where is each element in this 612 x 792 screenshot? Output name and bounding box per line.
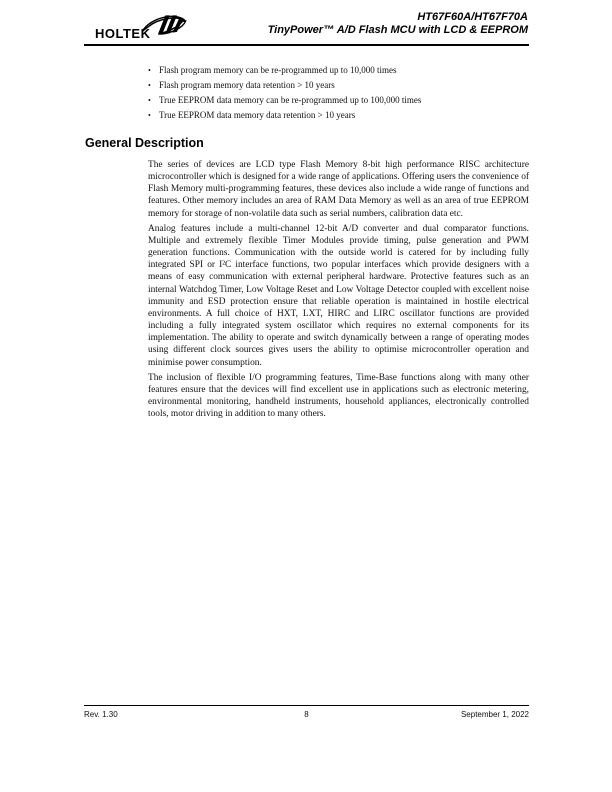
feature-list (148, 63, 529, 123)
paragraph: Analog features include a multi-channel 12-bit A/D converter and dual comparator functions. Multiple and extremely flexible Timer Modules provide timing, pulse generation and PWM generation functions. Communication with the outside world is catered for by including fully integrated SPI or I²C interface functions, two popular interfaces which provide designers with a means of easy communication with external peripheral hardware. Protective features such as an internal Watchdog Timer, Low Voltage Reset and Low Voltage Detector coupled with excellent noise immunity and ESD protection ensure that reliable operation is maintained in hostile electrical environments. A full choice of HXT, LXT, HIRC and LIRC oscillator functions are provided including a fully integrated system oscillator which requires no external components for its implementation. The ability to operate and switch dynamically between a range of operating modes using different clock sources gives users the ability to optimise microcontroller operation and minimise power consumption. (148, 223, 529, 368)
paragraph: The series of devices are LCD type Flash Memory 8-bit high performance RISC architecture microcontroller which is designed for a wide range of applications. Offering users the convenience of Flash Memory multi-programming features, these devices also include a wide range of functions and features. Other memory includes an area of RAM Data Memory as well as an area of true EEPROM memory for storage of non-volatile data such as serial numbers, calibration data etc. (148, 160, 529, 219)
section-heading: General Description (85, 136, 204, 150)
list-item (148, 93, 529, 108)
feature-text: True EEPROM data memory can be re-programmed up to 100,000 times (159, 95, 422, 105)
release-date: September 1, 2022 (460, 710, 529, 719)
footer-divider (84, 705, 529, 706)
paragraph: The inclusion of flexible I/O programming features, Time-Base functions along with many other features ensure that the devices will find excellent use in applications such as electronic metering, environmental monitoring, handheld instruments, household appliances, electronically controlled tools, motor driving in addition to many others. (148, 372, 529, 420)
bullet-icon: • (148, 81, 151, 90)
bullet-icon: • (148, 96, 151, 105)
revision-label: Rev. 1.30 (84, 710, 118, 719)
bullet-icon: • (148, 111, 151, 120)
document-title (128, 11, 528, 37)
page-number: 8 (304, 710, 309, 719)
list-item (148, 108, 529, 123)
header-divider (84, 44, 529, 46)
product-subtitle: TinyPower™ A/D Flash MCU with LCD & EEPROM (267, 24, 528, 36)
list-item (148, 63, 529, 78)
section-body (148, 159, 529, 423)
bullet-icon: • (148, 66, 151, 75)
part-number: HT67F60A/HT67F70A (417, 11, 528, 23)
feature-text: Flash program memory data retention > 10 years (159, 80, 335, 90)
feature-text: True EEPROM data memory data retention > 10 years (159, 110, 356, 120)
list-item (148, 78, 529, 93)
feature-text: Flash program memory can be re-programmed up to 10,000 times (159, 65, 397, 75)
holtek-logo-text: HOLTEK (95, 26, 151, 41)
